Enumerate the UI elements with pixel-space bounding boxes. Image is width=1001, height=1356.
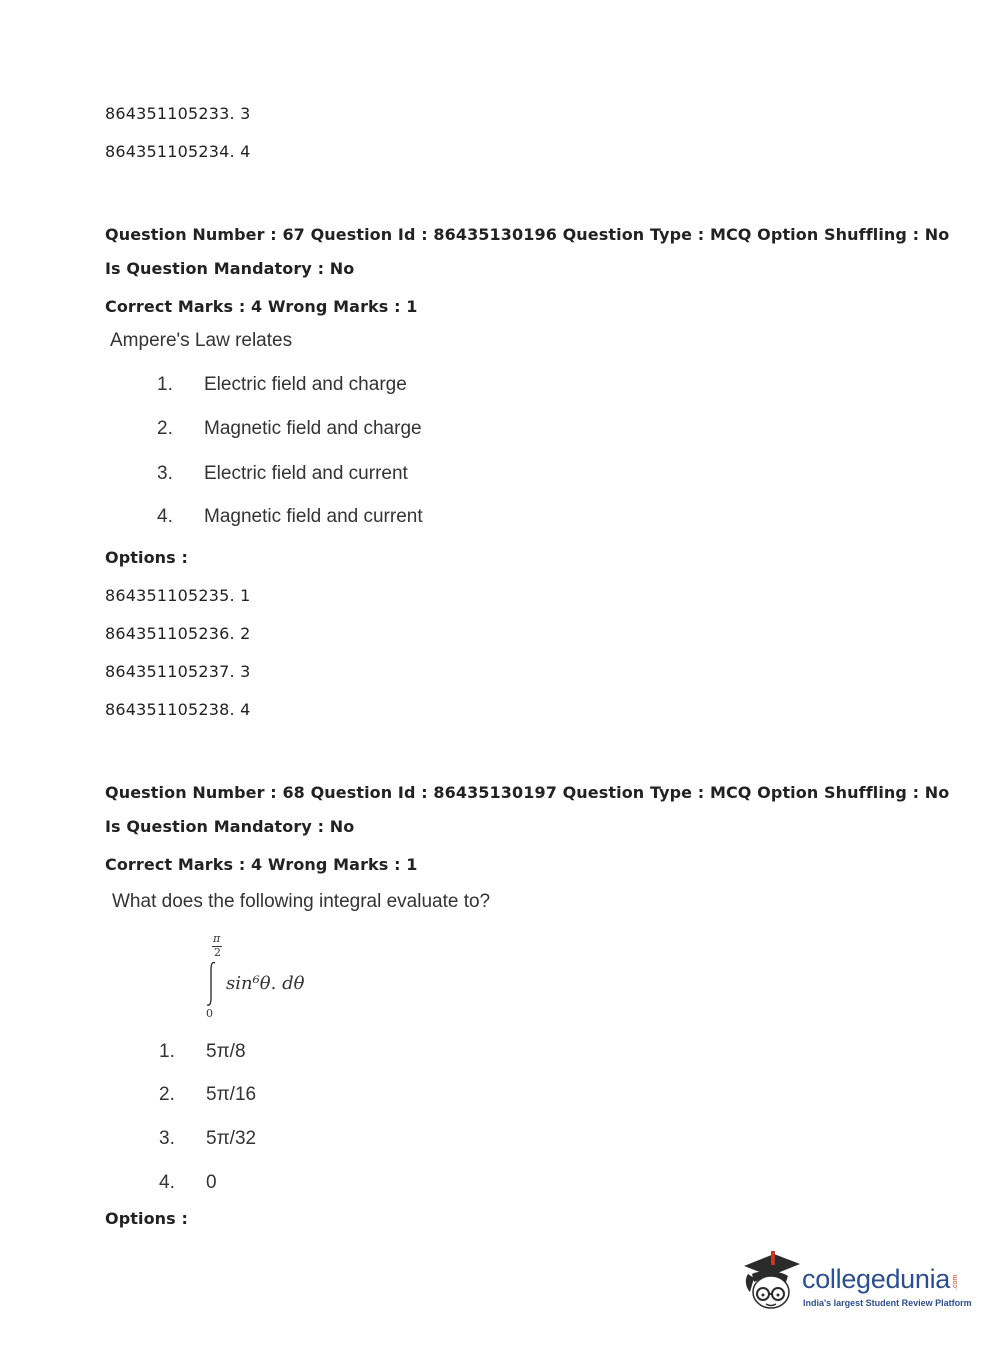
integrand: sin⁶θ. dθ — [226, 973, 305, 994]
choice-number: 2. — [157, 418, 173, 439]
choice-text: 0 — [206, 1172, 217, 1193]
question-mandatory: Is Question Mandatory : No — [105, 259, 355, 278]
question-marks: Correct Marks : 4 Wrong Marks : 1 — [105, 297, 418, 316]
question-marks: Correct Marks : 4 Wrong Marks : 1 — [105, 855, 418, 874]
option-line: 864351105237. 3 — [105, 662, 251, 681]
integral-sign-icon — [203, 960, 219, 1008]
choice-text: 5π/8 — [206, 1041, 246, 1062]
options-label: Options : — [105, 1209, 188, 1228]
option-line: 864351105238. 4 — [105, 700, 251, 719]
logo-suffix: .com — [952, 1274, 959, 1290]
question-text: Ampere's Law relates — [110, 330, 293, 351]
question-mandatory: Is Question Mandatory : No — [105, 817, 355, 836]
choice-number: 2. — [159, 1084, 175, 1105]
choice-text: Magnetic field and current — [204, 506, 423, 527]
choice-number: 1. — [159, 1041, 175, 1062]
integral-lower-limit: 0 — [206, 1007, 213, 1020]
option-line: 864351105235. 1 — [105, 586, 251, 605]
choice-number: 1. — [157, 374, 173, 395]
option-line: 864351105233. 3 — [105, 104, 251, 123]
choice-number: 3. — [157, 463, 173, 484]
choice-text: 5π/32 — [206, 1128, 257, 1149]
options-label: Options : — [105, 548, 188, 567]
choice-number: 4. — [157, 506, 173, 527]
logo-wordmark: collegedunia — [802, 1264, 951, 1294]
question-header: Question Number : 67 Question Id : 86435130196 Question Type : MCQ Option Shuffling : No — [105, 225, 950, 244]
choice-text: Electric field and charge — [204, 374, 407, 395]
mascot-icon — [740, 1248, 802, 1316]
option-line: 864351105236. 2 — [105, 624, 251, 643]
choice-number: 3. — [159, 1128, 175, 1149]
integral-upper-denominator: 2 — [214, 946, 221, 959]
choice-text: Magnetic field and charge — [204, 418, 422, 439]
option-line: 864351105234. 4 — [105, 142, 251, 161]
choice-text: 5π/16 — [206, 1084, 257, 1105]
integral-upper-numerator: π — [213, 932, 221, 945]
logo-tagline: India's largest Student Review Platform — [803, 1298, 972, 1308]
choice-number: 4. — [159, 1172, 175, 1193]
question-header: Question Number : 68 Question Id : 86435130197 Question Type : MCQ Option Shuffling : No — [105, 783, 950, 802]
question-text: What does the following integral evaluate to? — [112, 891, 491, 912]
choice-text: Electric field and current — [204, 463, 408, 484]
